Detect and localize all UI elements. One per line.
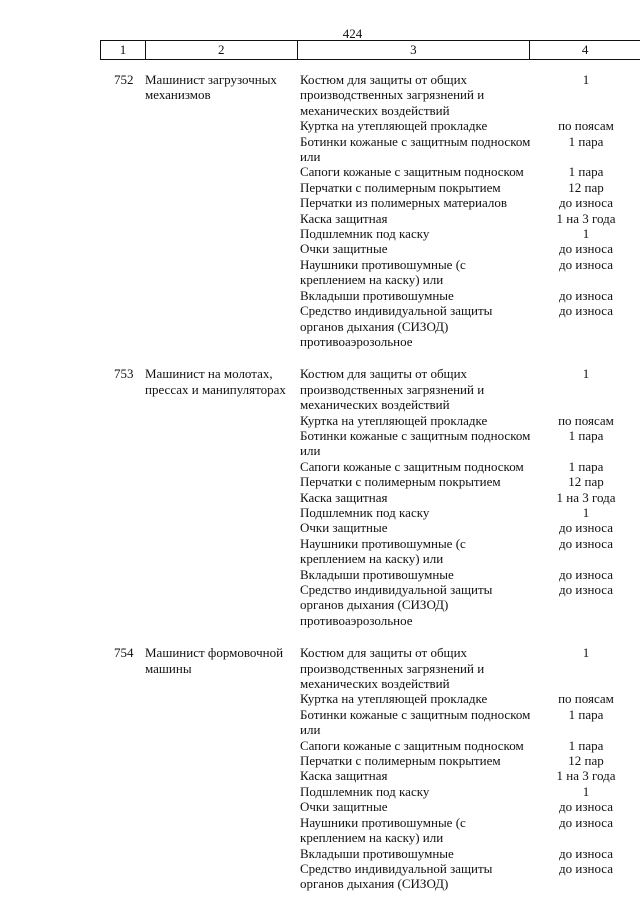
equipment-name: Ботинки кожаные с защитным подноском или xyxy=(300,427,531,459)
equipment-quantity: до износа xyxy=(559,814,613,830)
equipment-quantity: до износа xyxy=(559,520,613,536)
list-item xyxy=(300,195,640,210)
equipment-quantity: по поясам xyxy=(558,118,614,134)
equipment-quantity: до износа xyxy=(559,845,613,861)
equipment-quantity: 12 пар xyxy=(568,753,604,769)
equipment-name: Средство индивидуальной защиты органов дыхания (СИЗОД) противоаэрозольное xyxy=(300,582,493,628)
equipment-quantity: до износа xyxy=(559,860,613,876)
list-item xyxy=(300,815,640,846)
equipment-quantity: до износа xyxy=(559,535,613,551)
equipment-name: Подшлемник под каску xyxy=(300,226,430,242)
list-item xyxy=(300,505,640,520)
equipment-quantity: до износа xyxy=(559,566,613,582)
list-item xyxy=(300,180,640,195)
equipment-name: Очки защитные xyxy=(300,799,388,815)
equipment-quantity: до износа xyxy=(559,582,613,597)
list-item xyxy=(300,226,640,241)
equipment-name: Вкладыши противошумные xyxy=(300,566,454,582)
job-title: Машинист на молотах, прессах и манипуляторах xyxy=(145,366,286,397)
list-item xyxy=(300,738,640,753)
table-row xyxy=(100,645,640,892)
list-item xyxy=(300,784,640,799)
list-item xyxy=(300,582,640,628)
list-item xyxy=(300,768,640,783)
list-item xyxy=(300,241,640,256)
equipment-name: Ботинки кожаные с защитным подноском или xyxy=(300,706,531,738)
list-item xyxy=(300,474,640,489)
equipment-name: Наушники противошумные (с креплением на каску) или xyxy=(300,256,466,288)
equipment-quantity: до износа xyxy=(559,287,613,303)
list-item xyxy=(300,211,640,226)
equipment-quantity: 1 xyxy=(582,504,590,520)
list-item xyxy=(300,707,640,738)
list-item xyxy=(300,257,640,288)
equipment-list xyxy=(300,366,640,628)
equipment-name: Сапоги кожаные с защитным подноском xyxy=(300,737,524,753)
list-item xyxy=(300,164,640,179)
list-item xyxy=(300,413,640,428)
equipment-quantity: 1 на 3 года xyxy=(556,489,616,505)
equipment-name: Вкладыши противошумные xyxy=(300,287,454,303)
column-header-4: 4 xyxy=(581,42,589,57)
list-item xyxy=(300,118,640,133)
equipment-name: Наушники противошумные (с креплением на каску) или xyxy=(300,814,466,846)
equipment-quantity: 1 пара xyxy=(568,458,604,474)
equipment-quantity: 1 на 3 года xyxy=(556,768,616,784)
equipment-quantity: по поясам xyxy=(558,412,614,428)
table-row xyxy=(100,366,640,628)
equipment-quantity: 12 пар xyxy=(568,179,604,195)
job-title: Машинист загрузочных механизмов xyxy=(145,72,277,103)
equipment-name: Перчатки с полимерным покрытием xyxy=(300,474,501,490)
entry-number: 752 xyxy=(114,72,134,87)
equipment-name: Перчатки из полимерных материалов xyxy=(300,195,508,211)
equipment-name: Костюм для защиты от общих производственных загрязнений и механических воздействий xyxy=(300,72,485,118)
list-item xyxy=(300,567,640,582)
equipment-name: Перчатки с полимерным покрытием xyxy=(300,179,501,195)
column-header-row xyxy=(100,40,640,60)
list-item xyxy=(300,846,640,861)
equipment-quantity: по поясам xyxy=(558,691,614,707)
list-item xyxy=(300,288,640,303)
equipment-quantity: 1 пара xyxy=(568,427,604,443)
list-item xyxy=(300,366,640,412)
equipment-quantity: 12 пар xyxy=(568,474,604,490)
equipment-quantity: 1 пара xyxy=(568,737,604,753)
equipment-quantity: 1 пара xyxy=(568,133,604,149)
equipment-quantity: 1 пара xyxy=(568,706,604,722)
list-item xyxy=(300,490,640,505)
list-item xyxy=(300,134,640,165)
entry-number: 754 xyxy=(114,645,134,661)
equipment-name: Каска защитная xyxy=(300,489,388,505)
equipment-name: Каска защитная xyxy=(300,768,388,784)
equipment-quantity: 1 xyxy=(582,366,590,382)
equipment-name: Сапоги кожаные с защитным подноском xyxy=(300,164,524,180)
equipment-quantity: до износа xyxy=(559,799,613,815)
list-item xyxy=(300,459,640,474)
list-item xyxy=(300,536,640,567)
equipment-quantity: 1 xyxy=(582,645,590,661)
equipment-name: Подшлемник под каску xyxy=(300,504,430,520)
equipment-quantity: 1 xyxy=(582,72,590,87)
equipment-name: Средство индивидуальной защиты органов дыхания (СИЗОД) противоаэрозольное xyxy=(300,303,493,349)
equipment-name: Наушники противошумные (с креплением на каску) или xyxy=(300,535,466,567)
column-header-3: 3 xyxy=(298,41,531,59)
list-item xyxy=(300,645,640,691)
equipment-name: Подшлемник под каску xyxy=(300,783,430,799)
list-item xyxy=(300,691,640,706)
job-title: Машинист формовочной машины xyxy=(145,645,284,676)
equipment-quantity: 1 xyxy=(582,226,590,242)
equipment-name: Вкладыши противошумные xyxy=(300,845,454,861)
equipment-quantity: 1 пара xyxy=(568,164,604,180)
list-item xyxy=(300,799,640,814)
equipment-list xyxy=(300,72,640,349)
equipment-quantity: 1 xyxy=(582,783,590,799)
equipment-name: Ботинки кожаные с защитным подноском или xyxy=(300,133,531,165)
equipment-name: Перчатки с полимерным покрытием xyxy=(300,753,501,769)
page-number: 424 xyxy=(342,26,363,41)
column-header-2: 2 xyxy=(146,41,298,59)
equipment-name: Очки защитные xyxy=(300,520,388,536)
table-row xyxy=(100,72,640,349)
equipment-quantity: до износа xyxy=(559,241,613,257)
equipment-quantity: до износа xyxy=(559,256,613,272)
equipment-list xyxy=(300,645,640,892)
equipment-quantity: 1 на 3 года xyxy=(556,210,616,226)
list-item xyxy=(300,428,640,459)
entry-number: 753 xyxy=(114,366,134,382)
equipment-name: Каска защитная xyxy=(300,210,388,226)
equipment-name: Куртка на утепляющей прокладке xyxy=(300,412,488,428)
equipment-name: Куртка на утепляющей прокладке xyxy=(300,691,488,707)
equipment-quantity: до износа xyxy=(559,303,613,319)
entries-list xyxy=(100,72,640,909)
list-item xyxy=(300,303,640,349)
list-item xyxy=(300,753,640,768)
column-header-1: 1 xyxy=(101,41,146,59)
equipment-name: Куртка на утепляющей прокладке xyxy=(300,118,488,134)
list-item xyxy=(300,72,640,118)
equipment-name: Средство индивидуальной защиты органов дыхания (СИЗОД) xyxy=(300,860,493,892)
list-item xyxy=(300,861,640,892)
equipment-name: Костюм для защиты от общих производственных загрязнений и механических воздействий xyxy=(300,645,485,692)
equipment-quantity: до износа xyxy=(559,195,613,211)
equipment-name: Очки защитные xyxy=(300,241,388,257)
equipment-name: Сапоги кожаные с защитным подноском xyxy=(300,458,524,474)
equipment-name: Костюм для защиты от общих производственных загрязнений и механических воздействий xyxy=(300,366,485,413)
list-item xyxy=(300,520,640,535)
